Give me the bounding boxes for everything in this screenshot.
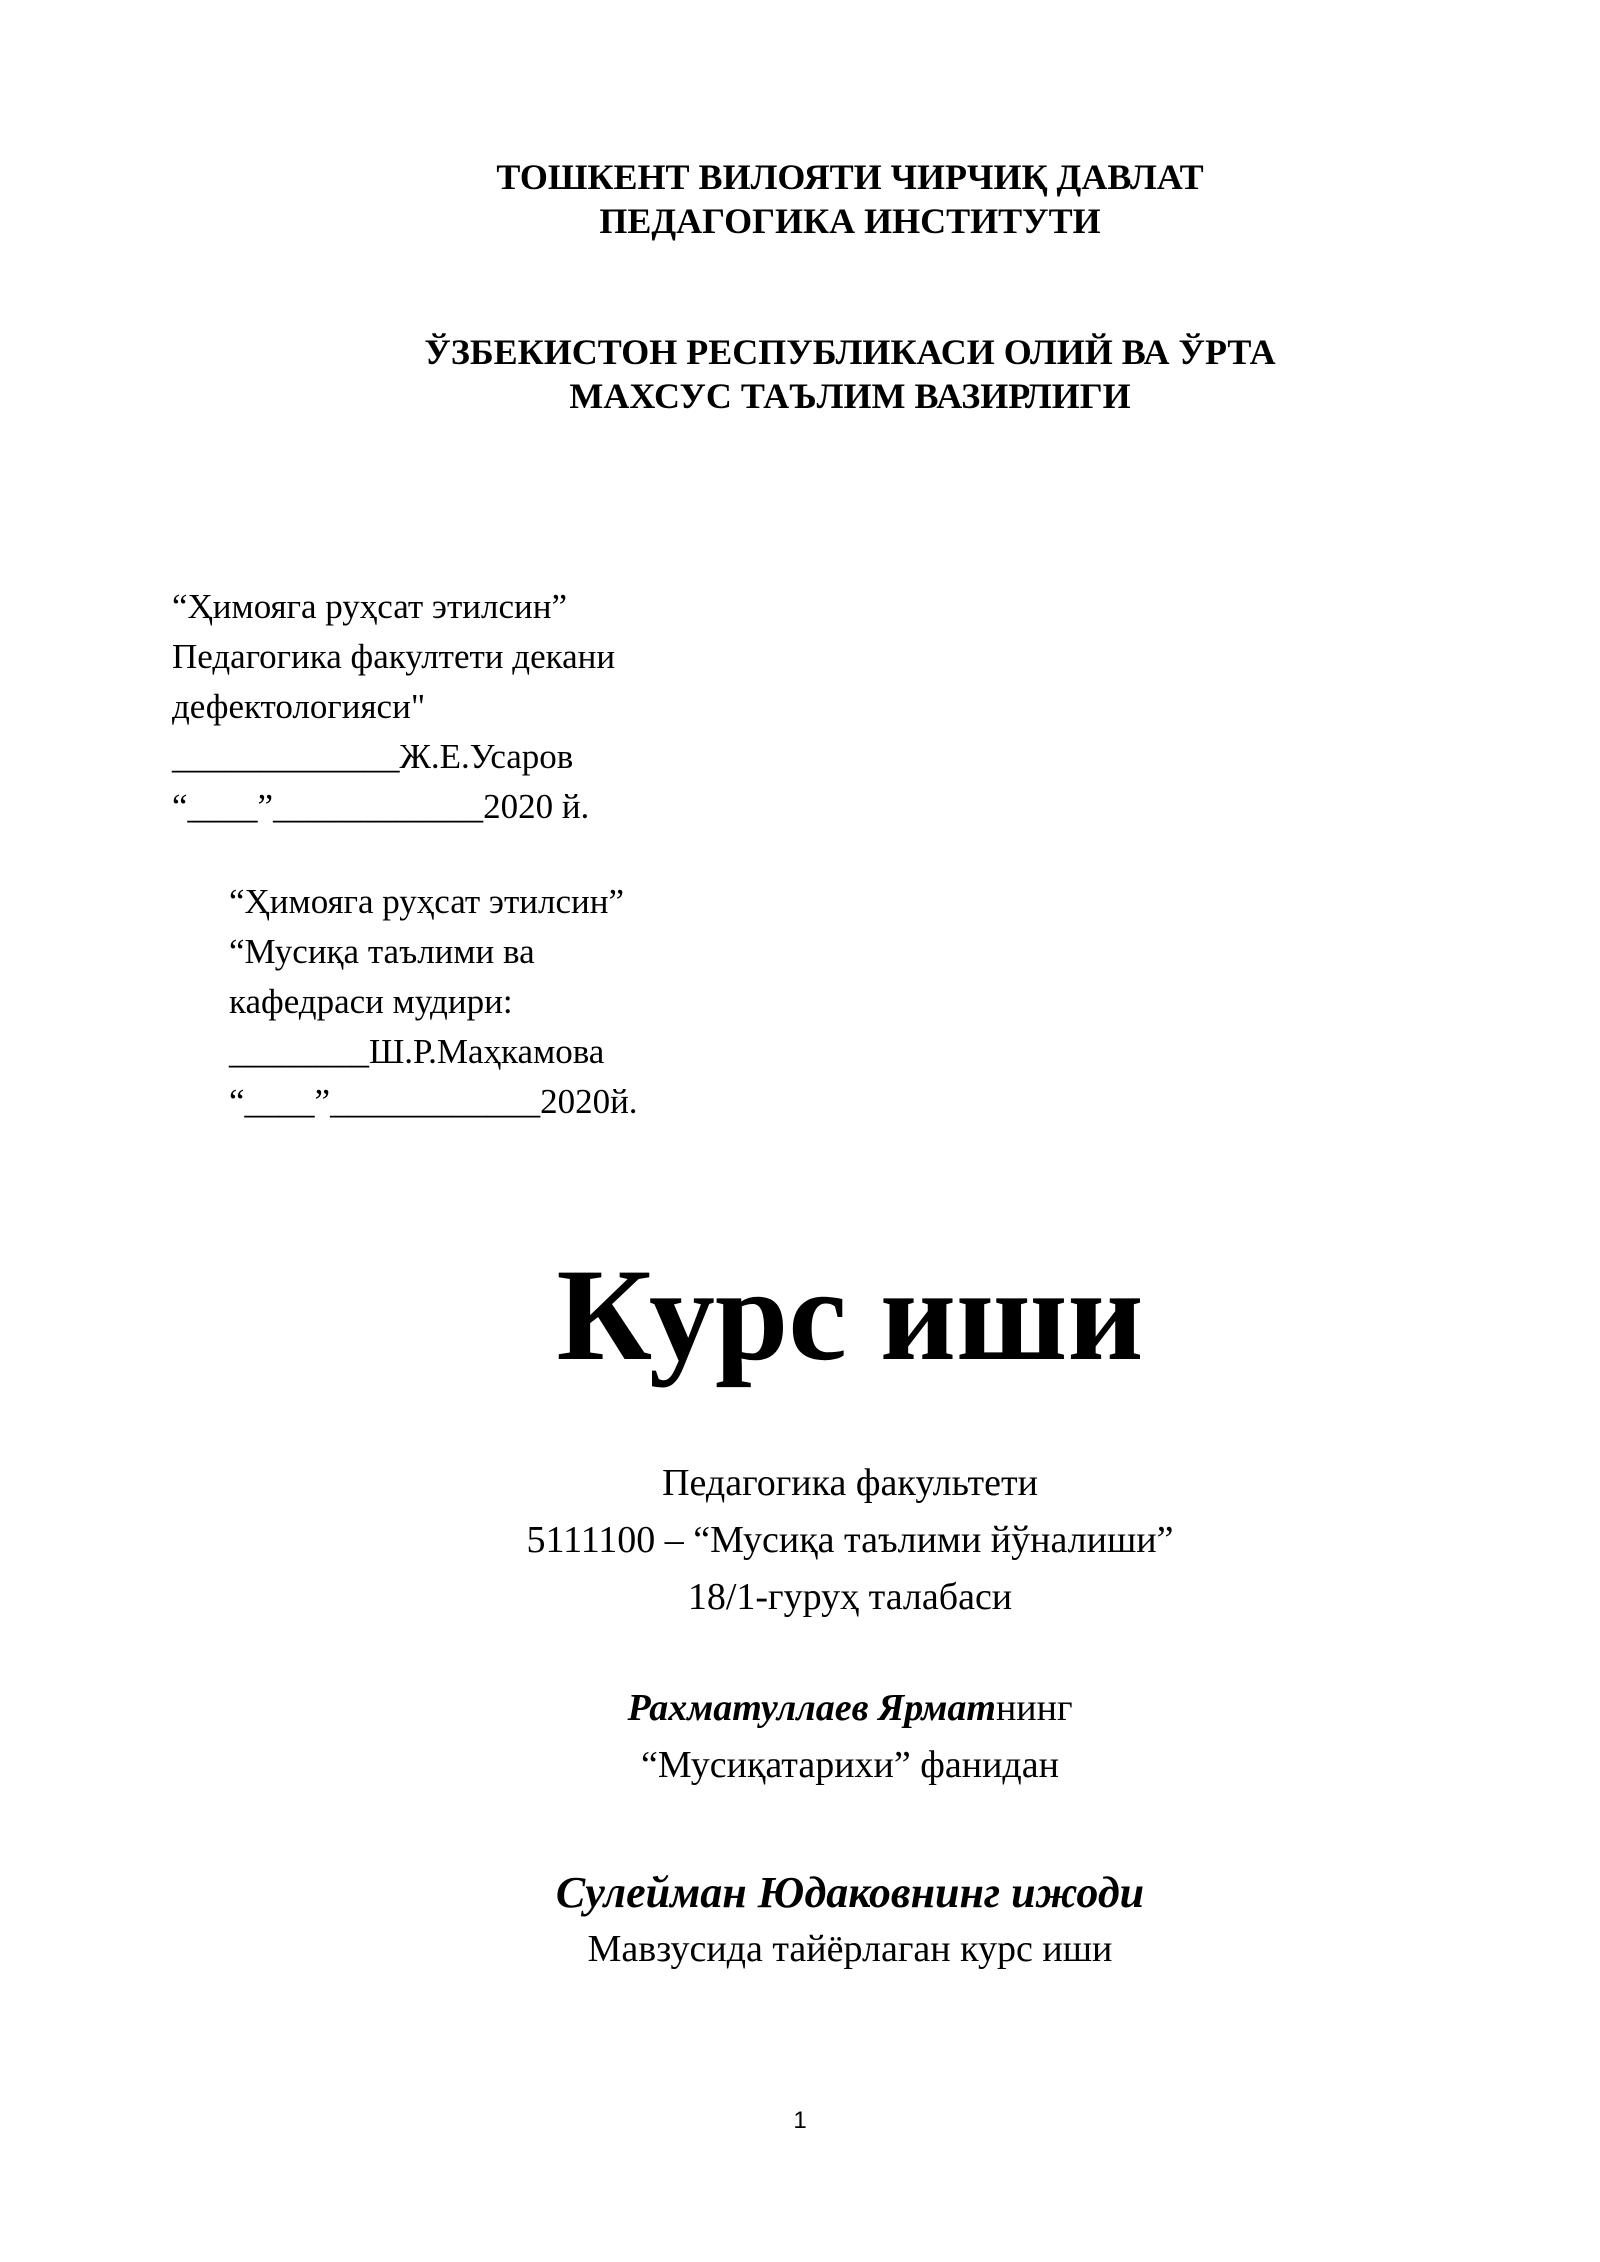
topic-info	[350, 1865, 1350, 1977]
student-name-suffix: нинг	[995, 1687, 1073, 1729]
institute-heading	[350, 155, 1350, 243]
student-name-line	[350, 1680, 1350, 1737]
date-line: “____”____________2020 й.	[172, 787, 590, 826]
student-info	[350, 1680, 1350, 1794]
document-title: Курс иши	[556, 1241, 1144, 1388]
institute-heading-line: ПЕДАГОГИКА ИНСТИТУТИ	[599, 201, 1101, 241]
faculty-info	[350, 1455, 1350, 1626]
approval-line: Педагогика факултети декани	[172, 637, 616, 676]
signature-line: _____________Ж.Е.Усаров	[172, 737, 574, 776]
approval-line: “Мусиқа таълими ва	[229, 932, 535, 971]
topic-caption: Мавзусида тайёрлаган курс иши	[587, 1928, 1113, 1970]
approval-line: “Ҳимояга руҳсат этилсин”	[172, 587, 567, 626]
ministry-heading-line: МАХСУС ТАЪЛИМ ВАЗИРЛИГИ	[569, 376, 1131, 416]
page-number: 1	[793, 2107, 807, 2134]
ministry-heading	[350, 330, 1350, 418]
topic-theme: Сулейман Юдаковнинг ижоди	[555, 1868, 1145, 1917]
student-group: 18/1-гуруҳ талабаси	[687, 1576, 1013, 1618]
dean-approval-block	[172, 582, 615, 832]
approval-line: “Ҳимояга руҳсат этилсин”	[229, 882, 624, 921]
chair-approval-block	[229, 877, 638, 1127]
date-line: “____”____________2020й.	[229, 1082, 638, 1121]
approval-line: дефектологияси"	[172, 687, 426, 726]
faculty-name: Педагогика факультети	[662, 1462, 1038, 1504]
institute-heading-line: ТОШКЕНТ ВИЛОЯТИ ЧИРЧИҚ ДАВЛАТ	[496, 157, 1204, 197]
signature-line: ________Ш.Р.Маҳкамова	[229, 1032, 605, 1071]
approval-line: кафедраси мудири:	[229, 982, 513, 1021]
subject-line: “Мусиқатарихи” фанидан	[641, 1744, 1059, 1786]
ministry-heading-line: ЎЗБЕКИСТОН РЕСПУБЛИКАСИ ОЛИЙ ВА ЎРТА	[424, 332, 1276, 372]
study-direction: 5111100 – “Мусиқа таълими йўналиши”	[526, 1519, 1174, 1561]
student-name: Рахматуллаев Ярмат	[627, 1687, 996, 1729]
